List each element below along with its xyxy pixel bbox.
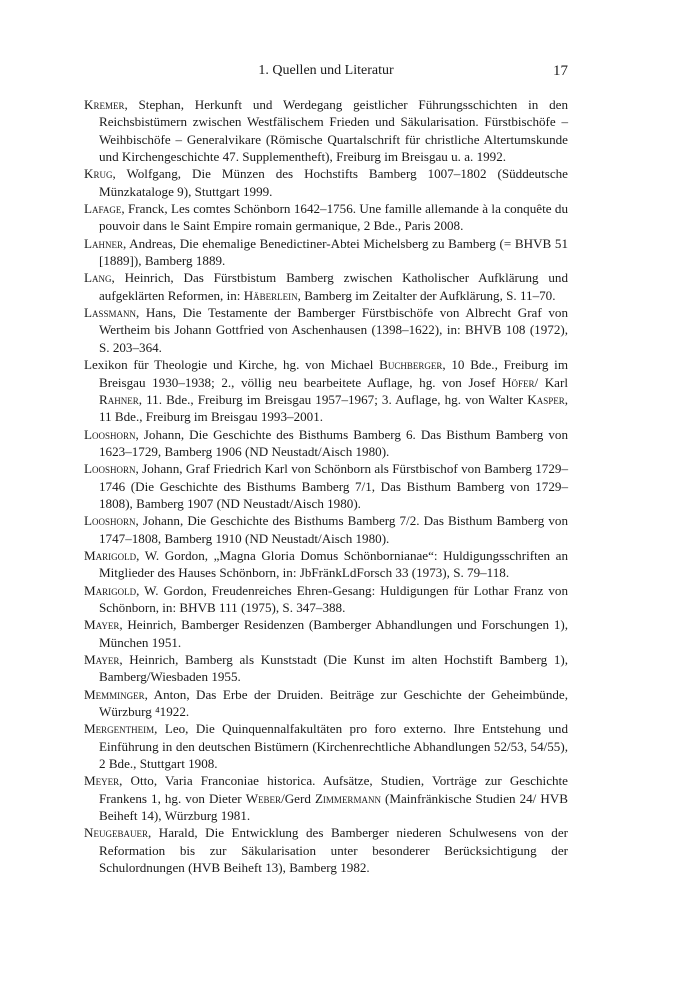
author-name: Mergentheim [84,721,155,737]
bibliography-entry [84,720,568,772]
bibliography-list [84,96,568,876]
bibliography-entry [84,356,568,425]
bibliography-entry [84,165,568,200]
bibliography-entry [84,96,568,165]
page-number: 17 [553,63,568,79]
author-name: Zimmermann [314,790,381,806]
entry-text: , Hans, Die Testamente der Bamberger Fürstbischöfe von Albrecht Graf von Wertheim bis Johann Gottfried von Aschenhausen (1398–1622), in: BHVB 108 (1972), S. 203–364. [99,305,568,355]
entry-text: , W. Gordon, „Magna Gloria Domus Schönbornianae“: Huldigungsschriften an Mitglieder des Hauses Schönborn, in: JbFränkLdForsch 33 (1973), S. 79–118. [99,547,568,581]
author-name: Marigold [84,547,137,563]
entry-text: Lexikon für Theologie und Kirche, hg. von Michael [84,357,380,373]
author-name: Mayer [84,617,120,633]
author-name: Looshorn [84,461,136,477]
entry-text: , Anton, Das Erbe der Druiden. Beiträge zur Geschichte der Geheimbünde, Würzburg ⁴1922. [99,686,568,720]
bibliography-entry [84,772,568,824]
author-name: Rahner [99,391,139,407]
bibliography-entry [84,200,568,235]
author-name: Kremer [84,97,125,112]
entry-text: , Johann, Graf Friedrich Karl von Schönborn als Fürstbischof von Bamberg 1729–1746 (Die Geschichte des Bisthums Bamberg 7/1, Das Bisthum Bamberg von 1729–1808), Bamberg 1907 (ND Neustadt/Aisch 1980). [99,461,568,511]
author-name: Kasper [527,391,565,407]
bibliography-entry [84,235,568,270]
author-name: Häberlein [243,287,298,303]
entry-text: , W. Gordon, Freudenreiches Ehren-Gesang: Huldigungen für Lothar Franz von Schönborn, in: BHVB 111 (1975), S. 347–388. [99,582,568,615]
entry-text: / Karl [534,374,568,390]
running-head [84,60,568,82]
bibliography-entry [84,512,568,547]
entry-text: , Harald, Die Entwicklung des Bamberger niederen Schulwesens von der Reformation bis zur Säkularisation unter besonderer Berücksichtigung der Schulordnungen (HVB Beiheft 13), Bamberg 1982. [99,825,568,876]
bibliography-entry [84,304,568,356]
author-name: Marigold [84,582,137,598]
entry-text: , Bamberg im Zeitalter der Aufklärung, S. 11–70. [297,287,556,303]
bibliography-entry [84,547,568,582]
author-name: Meyer [84,773,120,789]
bibliography-entry [84,686,568,721]
bibliography-entry [84,582,568,617]
author-name: Weber [245,790,282,806]
entry-text: , Otto, Varia Franconiae historica. Aufsätze, Studien, Vorträge zur Geschichte Frankens 1, hg. von Dieter [99,773,568,806]
author-name: Lang [84,270,112,286]
author-name: Lafage [84,201,122,217]
entry-text: , 11 Bde., Freiburg im Breisgau 1993–2001. [99,391,568,425]
author-name: Mayer [84,652,120,667]
entry-text: , Leo, Die Quinquennalfakultäten pro foro externo. Ihre Entstehung und Einführung in den deutschen Bistümern (Kirchenrechtliche Abhandlungen 52/53, 54/55), 2 Bde., Stuttgart 1908. [99,721,568,772]
entry-text: (Mainfränkische Studien 24/ HVB Beiheft 14), Würzburg 1981. [99,790,568,824]
author-name: Buchberger [379,357,443,373]
author-name: Lassmann [84,305,137,321]
bibliography-entry [84,460,568,512]
entry-text: /Gerd [281,790,315,806]
running-head-title: 1. Quellen und Literatur [258,63,394,78]
author-name: Looshorn [84,426,136,442]
bibliography-entry [84,824,568,876]
author-name: Neugebauer [84,825,148,841]
entry-text: , Heinrich, Bamberger Residenzen (Bamberger Abhandlungen und Forschungen 1), München 1951. [99,617,568,650]
entry-text: , Wolfgang, Die Münzen des Hochstifts Bamberg 1007–1802 (Süddeutsche Münzkataloge 9), Stuttgart 1999. [99,166,568,199]
bibliography-entry [84,269,568,304]
entry-text: , Johann, Die Geschichte des Bisthums Bamberg 6. Das Bisthum Bamberg von 1623–1729, Bamberg 1906 (ND Neustadt/Aisch 1980). [99,426,568,459]
entry-text: , Franck, Les comtes Schönborn 1642–1756. Une famille allemande à la conquête du pouvoir dans le Saint Empire romain germanique, 2 Bde., Paris 2008. [99,201,568,234]
entry-text: , 11. Bde., Freiburg im Breisgau 1957–1967; 3. Auflage, hg. von Walter [138,391,528,407]
bibliography-entry [84,426,568,461]
entry-text: , Stephan, Herkunft und Werdegang geistlicher Führungsschichten in den Reichsbistümern zwischen Westfälischem Frieden und Säkularisation. Fürstbischöfe – Weihbischöfe – Generalvikare (Römische Quartalschrift für christliche Altertumskunde und Kirchengeschichte 47. Supplementheft), Freiburg im Breisgau u. a. 1992. [99,97,568,165]
entry-text: , Heinrich, Das Fürstbistum Bamberg zwischen Katholischer Aufklärung und aufgeklärten Reformen, in: [99,270,568,303]
bibliography-entry [84,616,568,651]
author-name: Höfer [501,374,535,390]
author-name: Lahner [84,235,123,251]
author-name: Memminger [84,686,145,702]
author-name: Looshorn [84,513,136,529]
bibliography-entry [84,651,568,686]
entry-text: , Andreas, Die ehemalige Benedictiner-Abtei Michelsberg zu Bamberg (= BHVB 51 [1889]), Bamberg 1889. [99,235,568,269]
entry-text: , Johann, Die Geschichte des Bisthums Bamberg 7/2. Das Bisthum Bamberg von 1747–1808, Bamberg 1910 (ND Neustadt/Aisch 1980). [99,513,568,546]
author-name: Krug [84,166,113,182]
entry-text: , 10 Bde., Freiburg im Breisgau 1930–1938; 2., völlig neu bearbeitete Auflage, hg. von Josef [99,357,568,390]
entry-text: , Heinrich, Bamberg als Kunststadt (Die Kunst im alten Hochstift Bamberg 1), Bamberg/Wiesbaden 1955. [99,652,568,685]
